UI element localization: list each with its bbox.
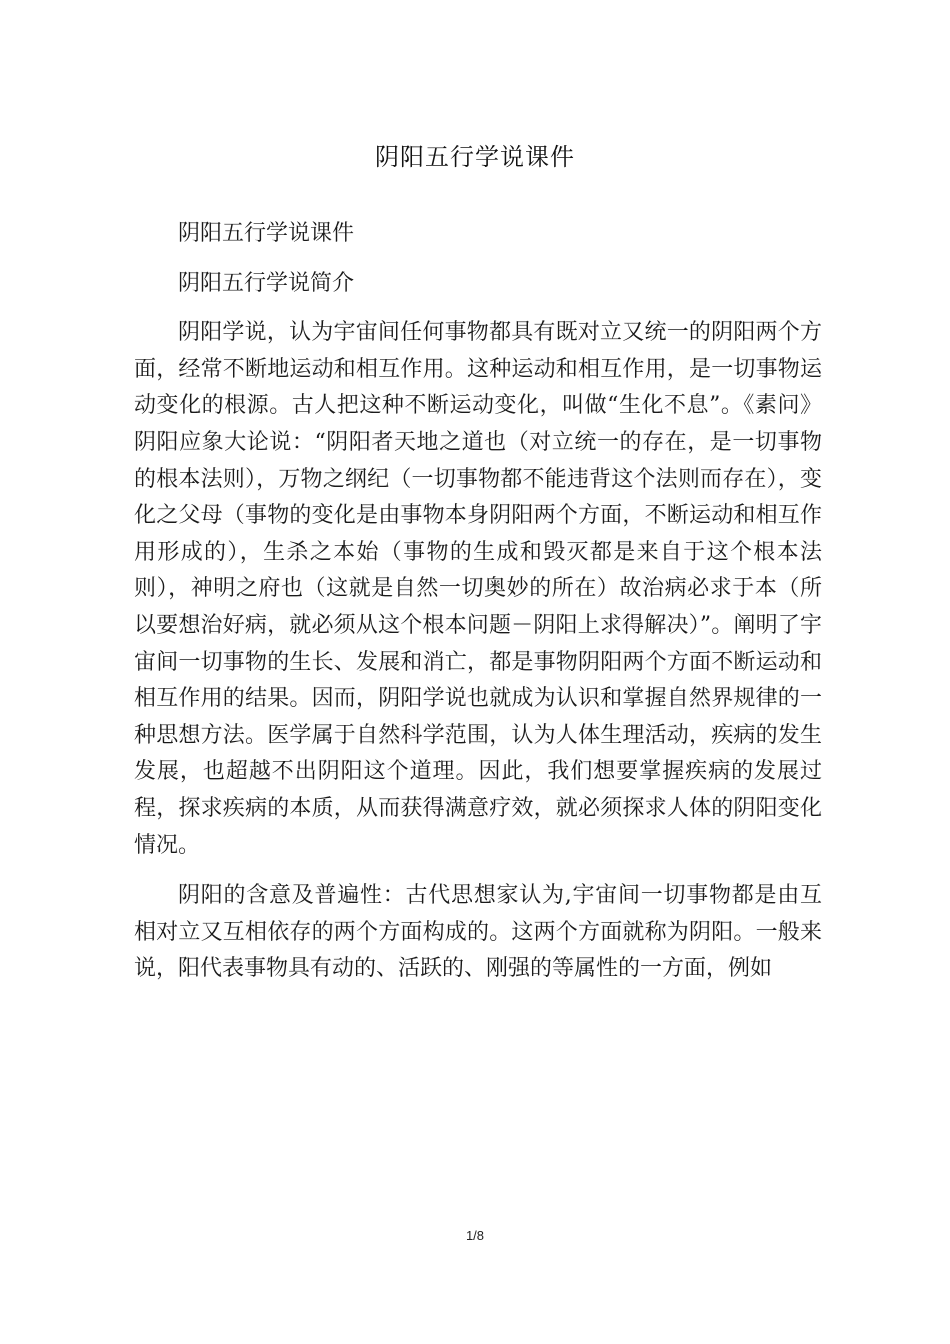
body-paragraph: 阴阳的含意及普遍性：古代思想家认为,宇宙间一切事物都是由互相对立又互相依存的两个方面构成的。这两个方面就称为阴阳。一般来说，阳代表事物具有动的、活跃的、刚强的等属性的一方面，例如 xyxy=(134,883,822,982)
section-heading: 阴阳五行学说简介 xyxy=(178,270,355,296)
subtitle-line: 阴阳五行学说课件 xyxy=(178,221,355,246)
body-paragraph: 阴阳学说，认为宇宙间任何事物都具有既对立又统一的阴阳两个方面，经常不断地运动和相互作用。这种运动和相互作用，是一切事物运动变化的根源。古人把这种不断运动变化，叫做“生化不息”。《素问》阴阳应象大论说：“阴阳者天地之道也（对立统一的存在，是一切事物的根本法则），万物之纲纪（一切事物都不能违背这个法则而存在），变化之父母（事物的变化是由事物本身阴阳两个方面，不断运动和相互作用形成的），生杀之本始（事物的生成和毁灭都是来自于这个根本法则），神明之府也（这就是自然一切奥妙的所在）故治病必求于本（所以要想治好病，就必须从这个根本问题－阴阳上求得解决）”。阐明了宇宙间一切事物的生长、发展和消亡，都是事物阴阳两个方面不断运动和相互作用的结果。因而，阴阳学说也就成为认识和掌握自然界规律的一种思想方法。医学属于自然科学范围，认为人体生理活动，疾病的发生发展，也超越不出阴阳这个道理。因此，我们想要掌握疾病的发展过程，探求疾病的本质，从而获得满意疗效，就必须探求人体的阴阳变化情况。 xyxy=(134,320,822,858)
document-body xyxy=(134,216,822,1001)
page-number: 1/8 xyxy=(465,1228,485,1243)
document-title: 阴阳五行学说课件 xyxy=(375,143,575,171)
